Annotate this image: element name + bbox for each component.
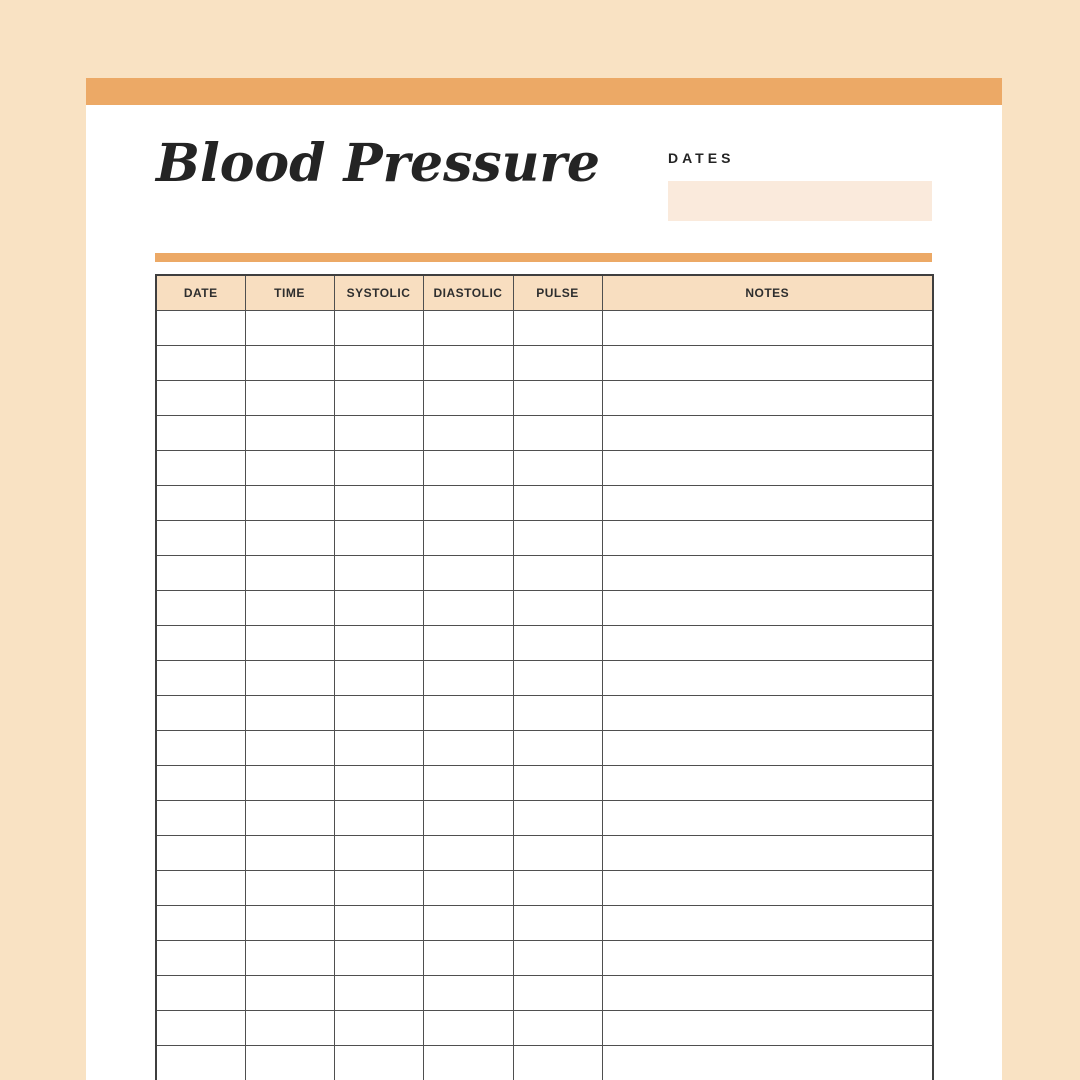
table-cell-notes [602, 416, 933, 451]
table-cell-systolic [334, 941, 423, 976]
table-cell-systolic [334, 906, 423, 941]
table-row [156, 871, 933, 906]
table-cell-pulse [513, 486, 602, 521]
table-cell-notes [602, 451, 933, 486]
blood-pressure-table [155, 274, 934, 1080]
table-cell-diastolic [423, 381, 513, 416]
table-row [156, 591, 933, 626]
table-cell-notes [602, 486, 933, 521]
table-row [156, 626, 933, 661]
table-cell-systolic [334, 311, 423, 346]
table-cell-pulse [513, 941, 602, 976]
dates-label: DATES [668, 150, 735, 166]
table-cell-date [156, 976, 245, 1011]
column-header-time: TIME [245, 275, 334, 311]
table-cell-date [156, 696, 245, 731]
table-cell-notes [602, 556, 933, 591]
table-cell-time [245, 906, 334, 941]
table-cell-systolic [334, 451, 423, 486]
table-cell-pulse [513, 661, 602, 696]
table-cell-systolic [334, 416, 423, 451]
table-cell-systolic [334, 731, 423, 766]
table-row [156, 311, 933, 346]
table-cell-date [156, 871, 245, 906]
table-cell-pulse [513, 1046, 602, 1080]
table-cell-systolic [334, 801, 423, 836]
table-cell-notes [602, 976, 933, 1011]
table-cell-notes [602, 381, 933, 416]
table-cell-notes [602, 871, 933, 906]
table-cell-systolic [334, 661, 423, 696]
table-cell-systolic [334, 626, 423, 661]
table-cell-date [156, 661, 245, 696]
table-cell-date [156, 906, 245, 941]
table-cell-time [245, 346, 334, 381]
table-header-row [156, 275, 933, 311]
table-body [156, 311, 933, 1080]
table-cell-time [245, 1046, 334, 1080]
table-cell-notes [602, 1011, 933, 1046]
table-cell-pulse [513, 626, 602, 661]
table-cell-diastolic [423, 486, 513, 521]
table-row [156, 381, 933, 416]
table-cell-systolic [334, 766, 423, 801]
table-cell-time [245, 486, 334, 521]
table-cell-pulse [513, 346, 602, 381]
page-title: Blood Pressure [156, 133, 600, 194]
table-cell-diastolic [423, 976, 513, 1011]
table-cell-pulse [513, 381, 602, 416]
table-cell-pulse [513, 836, 602, 871]
table-cell-pulse [513, 696, 602, 731]
table-cell-notes [602, 591, 933, 626]
table-cell-date [156, 451, 245, 486]
table-cell-time [245, 766, 334, 801]
table-cell-notes [602, 906, 933, 941]
title-divider-bar [155, 253, 932, 262]
table-row [156, 1046, 933, 1080]
table-cell-notes [602, 766, 933, 801]
column-header-pulse: PULSE [513, 275, 602, 311]
table-cell-diastolic [423, 871, 513, 906]
table-row [156, 661, 933, 696]
column-header-diastolic: DIASTOLIC [423, 275, 513, 311]
table-row [156, 521, 933, 556]
table-cell-systolic [334, 871, 423, 906]
table-cell-date [156, 556, 245, 591]
table-cell-time [245, 381, 334, 416]
table-cell-diastolic [423, 591, 513, 626]
page-top-accent-bar [86, 78, 1002, 105]
dates-input-box [668, 181, 932, 221]
table-cell-time [245, 1011, 334, 1046]
table-cell-diastolic [423, 1046, 513, 1080]
table-cell-date [156, 801, 245, 836]
table-cell-time [245, 801, 334, 836]
table-cell-systolic [334, 1046, 423, 1080]
table-cell-diastolic [423, 311, 513, 346]
table-cell-diastolic [423, 731, 513, 766]
table-cell-systolic [334, 591, 423, 626]
table-cell-date [156, 1046, 245, 1080]
table-cell-diastolic [423, 941, 513, 976]
table-cell-time [245, 591, 334, 626]
table-cell-diastolic [423, 661, 513, 696]
table-cell-systolic [334, 521, 423, 556]
table-cell-notes [602, 1046, 933, 1080]
table-row [156, 801, 933, 836]
table-cell-diastolic [423, 696, 513, 731]
table-row [156, 976, 933, 1011]
column-header-systolic: SYSTOLIC [334, 275, 423, 311]
table-row [156, 416, 933, 451]
table-row [156, 1011, 933, 1046]
table-cell-pulse [513, 801, 602, 836]
table-cell-notes [602, 696, 933, 731]
table-cell-systolic [334, 696, 423, 731]
table-cell-time [245, 311, 334, 346]
table-cell-diastolic [423, 451, 513, 486]
table-cell-time [245, 521, 334, 556]
table-cell-systolic [334, 381, 423, 416]
table-cell-date [156, 626, 245, 661]
table-cell-pulse [513, 1011, 602, 1046]
table-cell-date [156, 731, 245, 766]
table-cell-diastolic [423, 626, 513, 661]
table-cell-diastolic [423, 906, 513, 941]
table-cell-time [245, 836, 334, 871]
table-cell-date [156, 521, 245, 556]
table-row [156, 451, 933, 486]
table-cell-pulse [513, 556, 602, 591]
column-header-date: DATE [156, 275, 245, 311]
table-row [156, 836, 933, 871]
table-cell-time [245, 941, 334, 976]
table-row [156, 731, 933, 766]
table-cell-time [245, 731, 334, 766]
table-row [156, 346, 933, 381]
table-cell-date [156, 591, 245, 626]
table-cell-systolic [334, 346, 423, 381]
table-cell-pulse [513, 521, 602, 556]
table-cell-date [156, 766, 245, 801]
table-cell-time [245, 871, 334, 906]
table-cell-date [156, 836, 245, 871]
table-cell-time [245, 976, 334, 1011]
table-cell-pulse [513, 451, 602, 486]
table-cell-time [245, 451, 334, 486]
table-cell-systolic [334, 836, 423, 871]
table-cell-date [156, 486, 245, 521]
table-cell-diastolic [423, 801, 513, 836]
table-cell-pulse [513, 311, 602, 346]
table-cell-date [156, 941, 245, 976]
table-row [156, 941, 933, 976]
table-cell-pulse [513, 766, 602, 801]
table-cell-notes [602, 626, 933, 661]
table-cell-diastolic [423, 521, 513, 556]
table-cell-time [245, 556, 334, 591]
table-row [156, 696, 933, 731]
table-cell-diastolic [423, 556, 513, 591]
table-cell-diastolic [423, 1011, 513, 1046]
table-cell-date [156, 311, 245, 346]
table-cell-systolic [334, 556, 423, 591]
table-cell-systolic [334, 1011, 423, 1046]
table-row [156, 906, 933, 941]
table-cell-notes [602, 311, 933, 346]
table-cell-notes [602, 661, 933, 696]
table-cell-pulse [513, 906, 602, 941]
table-cell-notes [602, 801, 933, 836]
table-cell-notes [602, 346, 933, 381]
table-cell-date [156, 1011, 245, 1046]
table-cell-time [245, 626, 334, 661]
table-cell-notes [602, 941, 933, 976]
table-cell-systolic [334, 486, 423, 521]
table-cell-time [245, 696, 334, 731]
table-cell-time [245, 661, 334, 696]
table-cell-notes [602, 521, 933, 556]
table-cell-date [156, 416, 245, 451]
table-row [156, 486, 933, 521]
table-cell-diastolic [423, 416, 513, 451]
column-header-notes: NOTES [602, 275, 933, 311]
table-cell-date [156, 346, 245, 381]
table-row [156, 766, 933, 801]
table-cell-notes [602, 731, 933, 766]
table-cell-date [156, 381, 245, 416]
table-cell-time [245, 416, 334, 451]
table-cell-systolic [334, 976, 423, 1011]
table-cell-notes [602, 836, 933, 871]
table-cell-pulse [513, 591, 602, 626]
table-cell-pulse [513, 976, 602, 1011]
table-cell-pulse [513, 731, 602, 766]
table-cell-pulse [513, 416, 602, 451]
table-cell-pulse [513, 871, 602, 906]
table-cell-diastolic [423, 766, 513, 801]
table-cell-diastolic [423, 836, 513, 871]
table-cell-diastolic [423, 346, 513, 381]
table-row [156, 556, 933, 591]
printable-page [86, 78, 1002, 1080]
